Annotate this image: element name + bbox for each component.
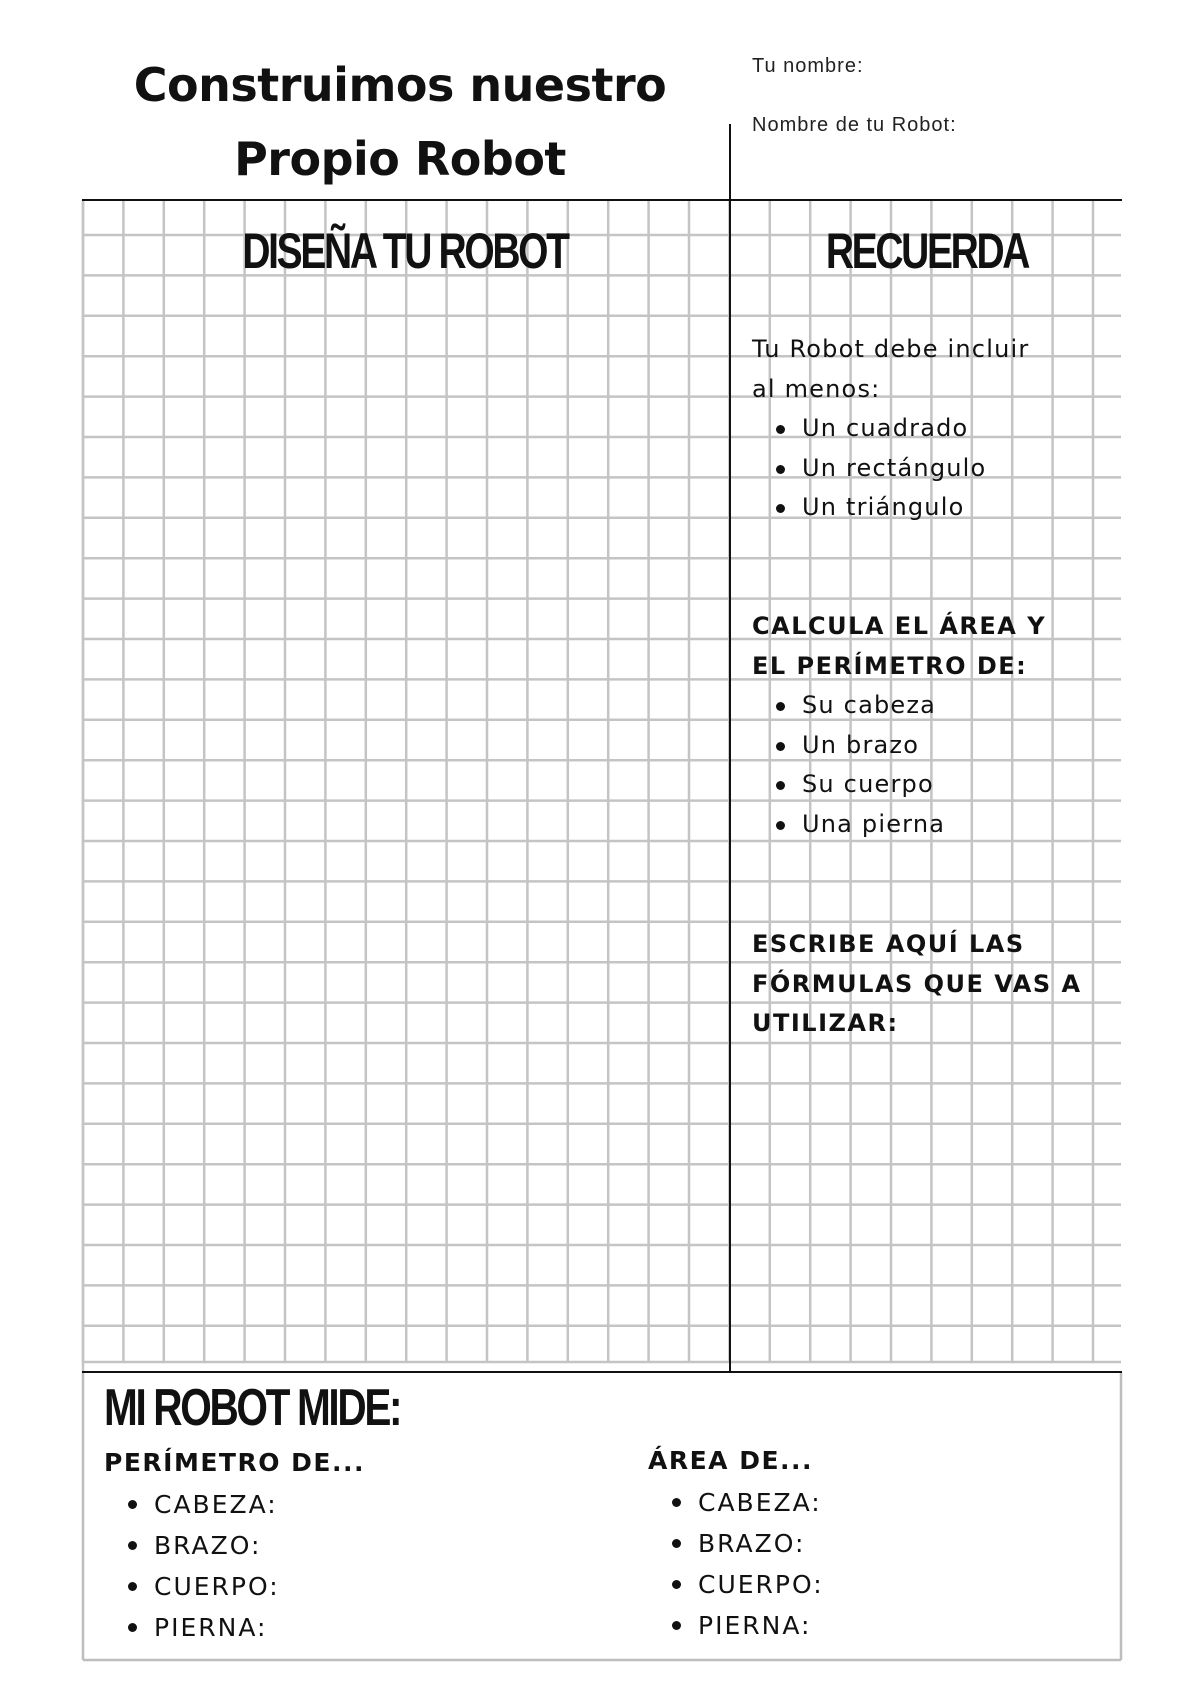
measures-heading: MI ROBOT MIDE: [104,1379,401,1437]
list-item: Un triángulo [752,488,1102,528]
list-item: Un brazo [752,726,1102,766]
remember-heading: RECUERDA [825,223,1029,279]
list-item: CABEZA: [104,1484,280,1525]
area-title: ÁREA DE... [648,1446,814,1475]
calculate-items-list [752,686,1102,844]
list-item: Una pierna [752,805,1102,845]
requirements-intro [752,330,1102,409]
list-item: Un rectángulo [752,449,1102,489]
list-item: Su cuerpo [752,765,1102,805]
list-item: CUERPO: [648,1564,824,1605]
list-item: Su cabeza [752,686,1102,726]
formulas-title-line-2: FÓRMULAS QUE VAS A [752,969,1082,998]
list-item: Un cuadrado [752,409,1102,449]
bottom-section-rule [82,1371,1122,1373]
list-item: CUERPO: [104,1566,280,1607]
list-item: CABEZA: [648,1482,824,1523]
formulas-title-line-1: ESCRIBE AQUÍ LAS [752,930,1025,958]
list-item: PIERNA: [648,1605,824,1646]
requirements-intro-line-1: Tu Robot debe incluir [752,335,1030,363]
calculate-title-line-1: CALCULA EL ÁREA Y [752,612,1047,640]
formulas-title-line-3: UTILIZAR: [752,1009,899,1037]
calculate-title-line-2: EL PERÍMETRO DE: [752,651,1028,680]
title-line-1: Construimos nuestro [133,58,667,112]
area-list [648,1482,824,1646]
page-title [80,48,720,196]
calculate-title [752,607,1112,686]
header-divider [729,124,731,200]
student-name-field-label: Tu nombre: [752,55,864,77]
perimeter-list [104,1484,280,1648]
list-item: BRAZO: [648,1523,824,1564]
required-shapes-list [752,409,1102,528]
formulas-title [752,925,1122,1044]
requirements-intro-line-2: al menos: [752,374,881,403]
column-divider [729,199,731,1372]
header-bottom-rule [82,199,1122,201]
design-heading: DISEÑA TU ROBOT [242,223,568,279]
list-item: PIERNA: [104,1607,280,1648]
perimeter-title: PERÍMETRO DE... [104,1448,365,1477]
title-line-2: Propio Robot [234,132,566,186]
list-item: BRAZO: [104,1525,280,1566]
robot-name-field-label: Nombre de tu Robot: [752,114,957,136]
